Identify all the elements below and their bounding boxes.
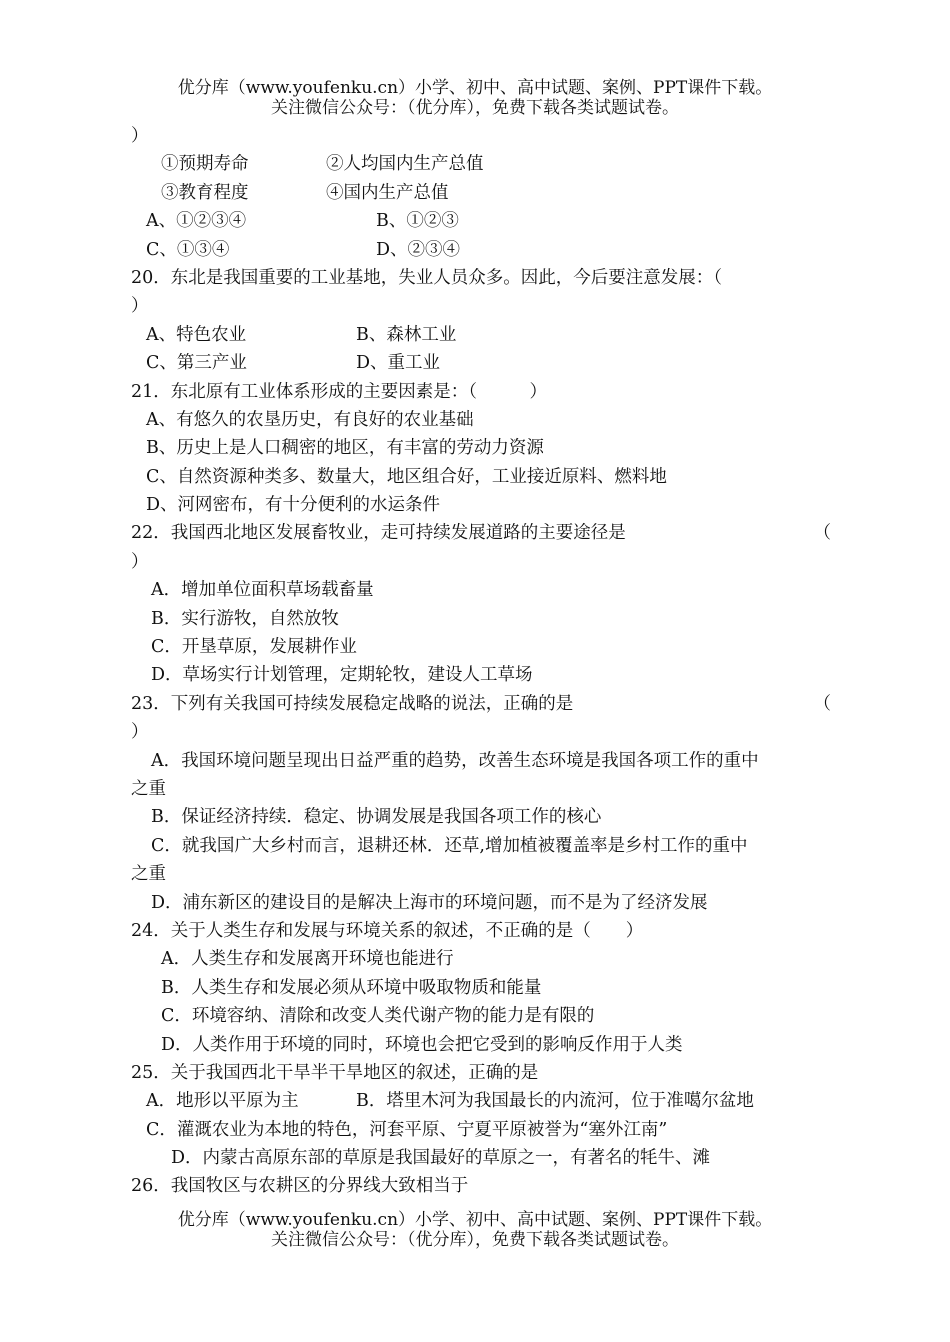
q20-option-a: A、特色农业 [146,324,247,345]
question-body [131,122,831,1201]
q21-option-a: A、有悠久的农垦历史，有良好的农业基础 [146,409,474,430]
q25-option-a: A．地形以平原为主 [146,1091,299,1112]
q26-stem: 26．我国牧区与农耕区的分界线大致相当于 [131,1176,469,1197]
q23-stem: 23．下列有关我国可持续发展稳定战略的说法，正确的是 [131,693,574,714]
q22-paren-open: （ [813,523,831,544]
q21-option-b: B、历史上是人口稠密的地区，有丰富的劳动力资源 [146,438,544,459]
q22-paren: ） [131,551,149,572]
q20-options-row-2 [131,349,831,377]
q25-option-b: B．塔里木河为我国最长的内流河，位于准噶尔盆地 [356,1091,754,1112]
footer-line-1: 优分库（www.youfenku.cn）小学、初中、高中试题、案例、PPT课件下载。 [177,1210,773,1230]
q24-option-b: B．人类生存和发展必须从环境中吸取物质和能量 [161,977,542,998]
q22-option-a: A．增加单位面积草场载畜量 [151,580,374,601]
q22-option-c: C．开垦草原，发展耕作业 [151,637,357,658]
q21-option-d: D、河网密布，有十分便利的水运条件 [146,495,441,516]
q24-option-a: A．人类生存和发展离开环境也能进行 [161,949,454,970]
q24-option-d: D．人类作用于环境的同时，环境也会把它受到的影响反作用于人类 [161,1034,683,1055]
q19-options-row-1 [131,207,831,235]
q19-option-b: B、①②③ [376,211,459,232]
q20-stem: 20．东北是我国重要的工业基地，失业人员众多。因此，今后要注意发展：（ [131,267,723,288]
header-line-1: 优分库（www.youfenku.cn）小学、初中、高中试题、案例、PPT课件下载。 [177,78,773,98]
q23-option-c-cont: 之重 [131,864,166,885]
q23-stem-row [131,690,831,718]
q20-option-d: D、重工业 [356,353,441,374]
q22-option-d: D．草场实行计划管理，定期轮牧，建设人工草场 [151,665,533,686]
q25-options-row-1 [131,1087,831,1115]
q23-option-c: C．就我国广大乡村而言，退耕还林．还草,增加植被覆盖率是乡村工作的重中 [151,835,748,856]
q19-item-3: ③教育程度 [161,182,249,203]
footer-line-2: 关注微信公众号：（优分库），免费下载各类试题试卷。 [271,1230,679,1250]
q19-item-2: ②人均国内生产总值 [326,154,484,175]
q19-option-d: D、②③④ [376,239,461,260]
q22-option-b: B．实行游牧，自然放牧 [151,608,339,629]
q25-stem: 25．关于我国西北干旱半干旱地区的叙述，正确的是 [131,1062,539,1083]
q20-option-c: C、第三产业 [146,353,247,374]
q19-item-1: ①预期寿命 [161,154,249,175]
q20-option-b: B、森林工业 [356,324,457,345]
q22-stem: 22．我国西北地区发展畜牧业，走可持续发展道路的主要途径是 [131,523,626,544]
q20-options-row-1 [131,321,831,349]
q19-items-row-1 [131,150,831,178]
page-header [0,78,950,118]
header-line-2: 关注微信公众号：（优分库），免费下载各类试题试卷。 [271,98,679,118]
page-footer [0,1210,950,1250]
q21-option-c: C、自然资源种类多、数量大，地区组合好，工业接近原料、燃料地 [146,466,667,487]
q19-option-a: A、①②③④ [146,211,247,232]
q23-option-a-cont: 之重 [131,778,166,799]
q19-options-row-2 [131,236,831,264]
q25-option-d: D．内蒙古高原东部的草原是我国最好的草原之一，有著名的牦牛、滩 [171,1148,711,1169]
q19-items-row-2 [131,179,831,207]
q23-option-a: A．我国环境问题呈现出日益严重的趋势，改善生态环境是我国各项工作的重中 [151,750,759,771]
q25-option-c: C．灌溉农业为本地的特色，河套平原、宁夏平原被誉为“塞外江南” [146,1119,668,1140]
q23-paren: ） [131,722,149,743]
q19-paren: ） [131,126,149,146]
q19-option-c: C、①③④ [146,239,230,260]
q23-option-d: D．浦东新区的建设目的是解决上海市的环境问题，而不是为了经济发展 [151,892,708,913]
q20-paren: ） [131,296,149,317]
q24-option-c: C．环境容纳、清除和改变人类代谢产物的能力是有限的 [161,1006,595,1027]
q22-stem-row [131,519,831,547]
q24-stem: 24．关于人类生存和发展与环境关系的叙述，不正确的是（ ） [131,920,644,941]
q21-stem: 21．东北原有工业体系形成的主要因素是：（ ） [131,381,548,402]
q19-item-4: ④国内生产总值 [326,182,449,203]
q23-paren-open: （ [813,693,831,714]
q23-option-b: B．保证经济持续．稳定、协调发展是我国各项工作的核心 [151,807,602,828]
